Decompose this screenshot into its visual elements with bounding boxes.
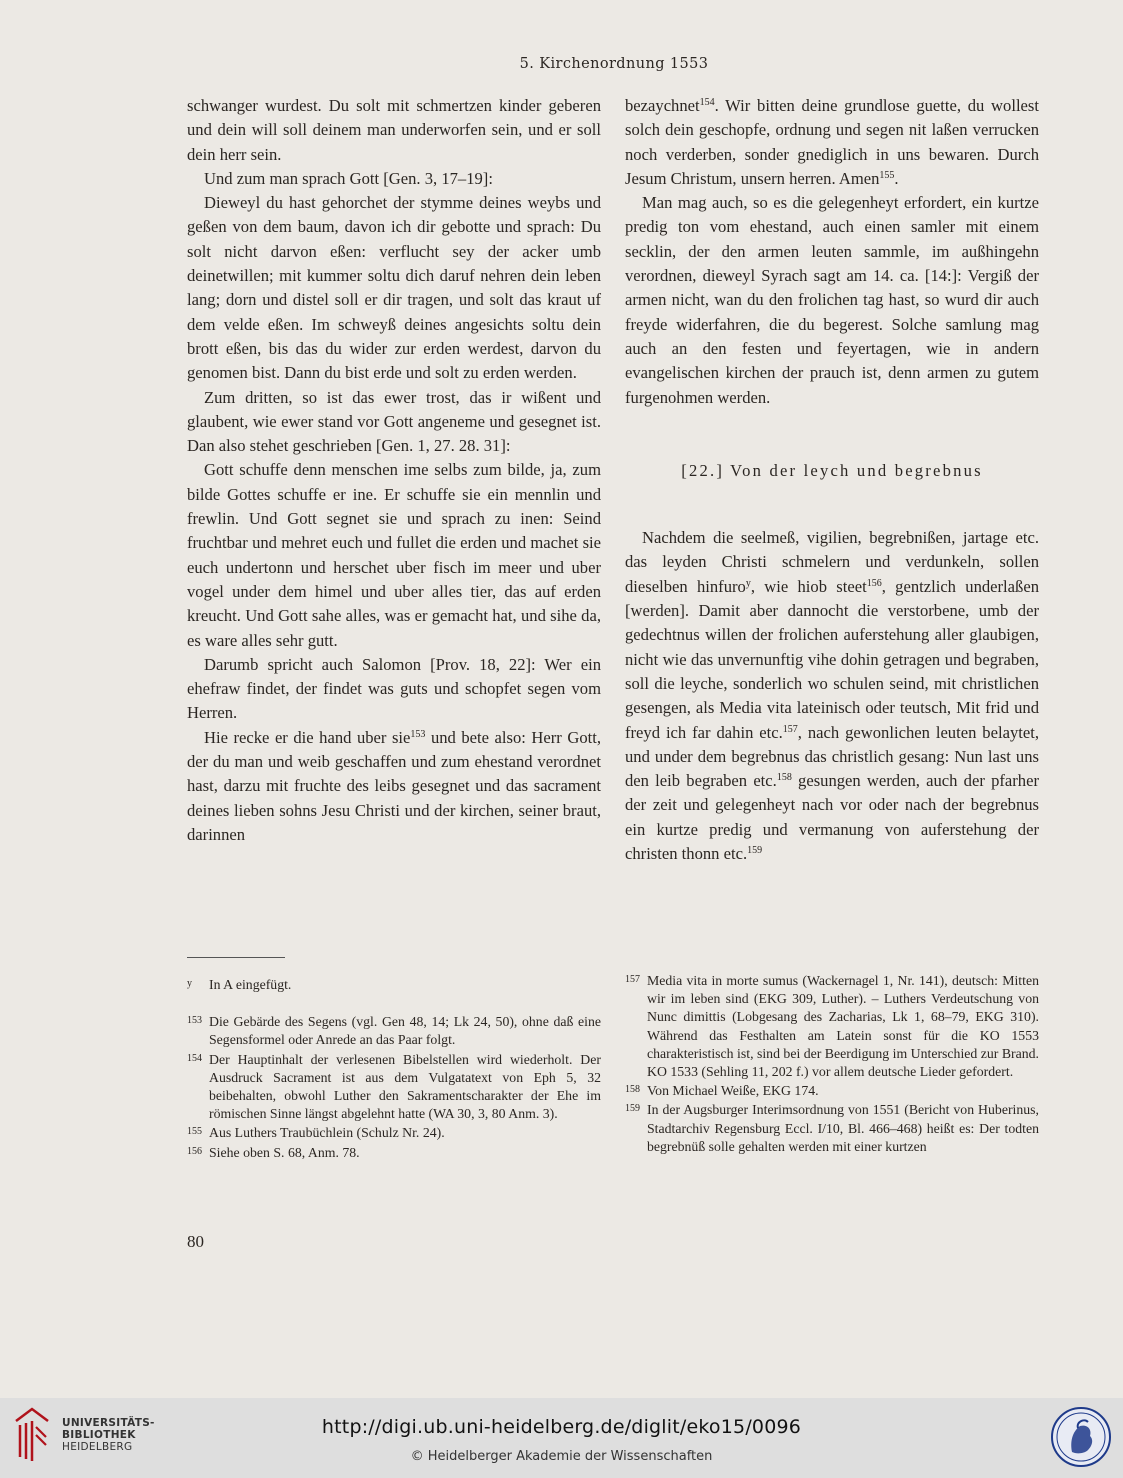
paragraph-text: . (894, 168, 899, 188)
paragraph-text: . Wir bitten deine grundlose guette, du wollest solch dein geschopfe, ordnung und segen nit laßen verrucken noch verderben, sonder gnediglich in uns bewaren. Durch Jesum Christum, unsern herren. Amen (625, 96, 1039, 188)
footnotes-right (625, 971, 1039, 1156)
footnote-ref[interactable]: 155 (879, 169, 895, 181)
paragraph: Und zum man sprach Gott [Gen. 3, 17–19]: (204, 168, 493, 188)
right-text-column (625, 94, 1039, 866)
footnote-text: Die Gebärde des Segens (vgl. Gen 48, 14; Lk 24, 50), ohne daß eine Segensformel oder Anrede an das Paar folgt. (209, 1014, 601, 1048)
page-number: 80 (187, 1232, 204, 1251)
paragraph: Zum dritten, so ist das ewer trost, das ir wißent und glaubent, wie ewer stand vor Gott angeneme und gesegnet ist. Dan also stehet geschrieben [Gen. 1, 27. 28. 31]: (187, 387, 601, 456)
footnote-divider (187, 957, 285, 958)
footnote-text: Siehe oben S. 68, Anm. 78. (209, 1144, 360, 1160)
copyright-notice: © Heidelberger Akademie der Wissenschaften (410, 1449, 713, 1464)
footnote-ref[interactable]: 153 (410, 728, 426, 740)
footnote-ref[interactable]: 159 (747, 845, 763, 857)
footnote-ref[interactable]: 157 (782, 723, 798, 735)
footnote (187, 975, 601, 994)
footnote-text: Von Michael Weiße, EKG 174. (647, 1083, 819, 1099)
footnote-text: In der Augsburger Interimsordnung von 1551 (Bericht von Huberinus, Stadtarchiv Regensburg Eccl. I/10, Bl. 466–468) heißt es: Der todten begrebnüß solle gehalten werden mit einer kurtzen (647, 1102, 1039, 1154)
logo-line: UNIVERSITÄTS- (62, 1417, 155, 1429)
footnote-number: 158 (625, 1084, 640, 1096)
footnote-number: 154 (187, 1052, 202, 1064)
footnote-ref[interactable]: y (745, 577, 751, 589)
footnote-number: 157 (625, 974, 640, 985)
paragraph: schwanger wurdest. Du solt mit schmertzen kinder geberen und dein will soll deinem man underworfen sein, und er soll dein herr sein. (187, 96, 601, 164)
paragraph-text: Nachdem die seelmeß, vigilien, begrebnißen, jartage etc. das leyden Christi schmelern und verdunkeln, sollen dieselben hinfuro (625, 528, 1039, 596)
footnote-ref[interactable]: 156 (866, 577, 882, 589)
logo-line: BIBLIOTHEK (62, 1429, 136, 1441)
paragraph-text: bezaychnet (625, 96, 700, 115)
paragraph-text: Hie recke er die hand uber sie (204, 727, 411, 747)
footnote-text: Der Hauptinhalt der verlesenen Bibelstellen wird wiederholt. Der Ausdruck Sacrament ist aus dem Vulgatatext von Eph 5, 32 beibehalten, obwohl Luther den Sakramentscharakter der Ehe im römischen Sinne längst abgelehnt hatte (WA 30, 3, 80 Anm. 3). (209, 1051, 601, 1122)
paragraph: Man mag auch, so es die gelegenheyt erfordert, ein kurtze predig ton vom ehestand, auch einen samler mit einem secklin, der den armen leuten sammle, im außhingehn verordnen, dieweyl Syrach sagt am 14. ca. [14:]: Vergiß der armen nicht, wan du den frolichen tag hast, so wurd dir auch freyde widerfahren, die du begerest. Solche samlung mag auch an den festen und feyertagen, wie in andern evangelischen kirchen der prauch ist, denn armen zu gutem furgenohmen werden. (625, 193, 1039, 407)
paragraph (187, 726, 601, 847)
footnote-number: 155 (187, 1126, 202, 1138)
paragraph-text: gesungen werden, auch der pfarher der zeit und gelegenheyt nach vor oder nach der begrebnus ein kurtze predig und vermanung von auferstehung der christen thonn etc. (625, 771, 1039, 864)
paragraph-text: , wie hiob steet (750, 576, 867, 596)
footnote-text: In A eingefügt. (209, 977, 292, 992)
footnote (625, 1081, 1039, 1100)
footnote-ref[interactable]: 154 (699, 97, 715, 108)
viewer-footer (0, 1398, 1123, 1478)
footnote-text: Aus Luthers Traubüchlein (Schulz Nr. 24). (209, 1125, 445, 1141)
footnote (187, 1143, 601, 1162)
left-text-column (187, 94, 601, 847)
section-heading: [22.] Von der leych und begrebnus (681, 460, 983, 480)
footnote (187, 1012, 601, 1049)
paragraph (625, 94, 1039, 191)
footnote-text: Media vita in morte sumus (Wackernagel 1, Nr. 141), deutsch: Mitten wir im leben sind (EKG 309, Luther). – Luthers Verdeutschung von Nunc dimittis (Lobgesang des Zacharias, Lk 1, 68–79, EKG 310). Während das Festhalten am Latein sonst für die KO 1553 charakteristisch ist, sind bei der Beerdigung im Unterschied zur Brand. KO 1533 (Sehling 11, 202 f.) vor allem deutsche Lieder gefordert. (647, 973, 1039, 1080)
paragraph-text: , nach gewonlichen leuten belaytet, und under dem begrebnus das christlich gesang: Nun last uns den leib begraben etc. (625, 722, 1039, 791)
footnote-number: y (187, 978, 192, 989)
logo-line: HEIDELBERG (62, 1441, 133, 1453)
footnotes-left (187, 975, 601, 1162)
paragraph-text: und bete also: Herr Gott, der du man und weib geschaffen und zum ehestand verordnet hast, darzu mit fruchte des leibs gesegnet und das sacrament deines lieben sohns Jesu Christi und der kirchen, seiner braut, darinnen (187, 727, 601, 844)
running-head: 5. Kirchenordnung 1553 (519, 56, 709, 72)
academy-seal-icon (1050, 1406, 1112, 1468)
footnote (625, 1100, 1039, 1156)
paragraph: Darumb spricht auch Salomon [Prov. 18, 22]: Wer ein ehefraw findet, der findet was guts und schopfet segen vom Herren. (187, 654, 601, 723)
footnote (187, 1123, 601, 1142)
footnote-ref[interactable]: 158 (776, 772, 792, 784)
paragraph-text: , gentzlich underlaßen [werden]. Damit aber dannocht die verstorbene, umb der gedechtnus willen der frolichen auferstehung aller glaubigen, nicht wie das unvernunftig vihe dohin getragen und begraben, soll die leyche, sonderlich wo schulen seind, mit christlichen gesengen, als Media vita lateinisch oder teutsch, Mit frid und freyd ich far dahin etc. (625, 576, 1039, 742)
paragraph (625, 526, 1039, 866)
permalink-url[interactable]: http://digi.ub.uni-heidelberg.de/diglit/eko15/0096 (321, 1416, 802, 1438)
footnote (625, 971, 1039, 1081)
footnote-number: 153 (187, 1015, 202, 1027)
footnote-number: 156 (187, 1145, 202, 1157)
paragraph: Gott schuffe denn menschen ime selbs zum bilde, ja, zum bilde Gottes schuffe er ine. Er schuffe sie ein mennlin und frewlin. Und Gott segnet sie und sprach zu inen: Seind fruchtbar und mehret euch und fullet die erden und machet sie euch undertonn und herschet uber fisch im meer und uber vogel under dem himel und uber alles tier, das auf erden kreucht. Und Gott sahe alles, was er gemacht hat, und sihe da, es ware alles sehr gutt. (187, 460, 601, 650)
paragraph: Dieweyl du hast gehorchet der stymme deines weybs und geßen von dem baum, davon ich dir gebotte und sprach: Du solt nicht darvon eßen: verflucht sey der acker umb deinetwillen; mit kummer soltu dich daruf nehren dein leben lang; dorn und distel soll er dir tragen, und solt das kraut uf dem velde eßen. Im schweyß deines angesichts soltu dein brott eßen, bis das du wider zur erden werdest, darvon du genomen bist. Dann du bist erde und solt zu erden werden. (187, 193, 601, 383)
footnote-number: 159 (625, 1103, 640, 1115)
footnote (187, 1050, 601, 1124)
